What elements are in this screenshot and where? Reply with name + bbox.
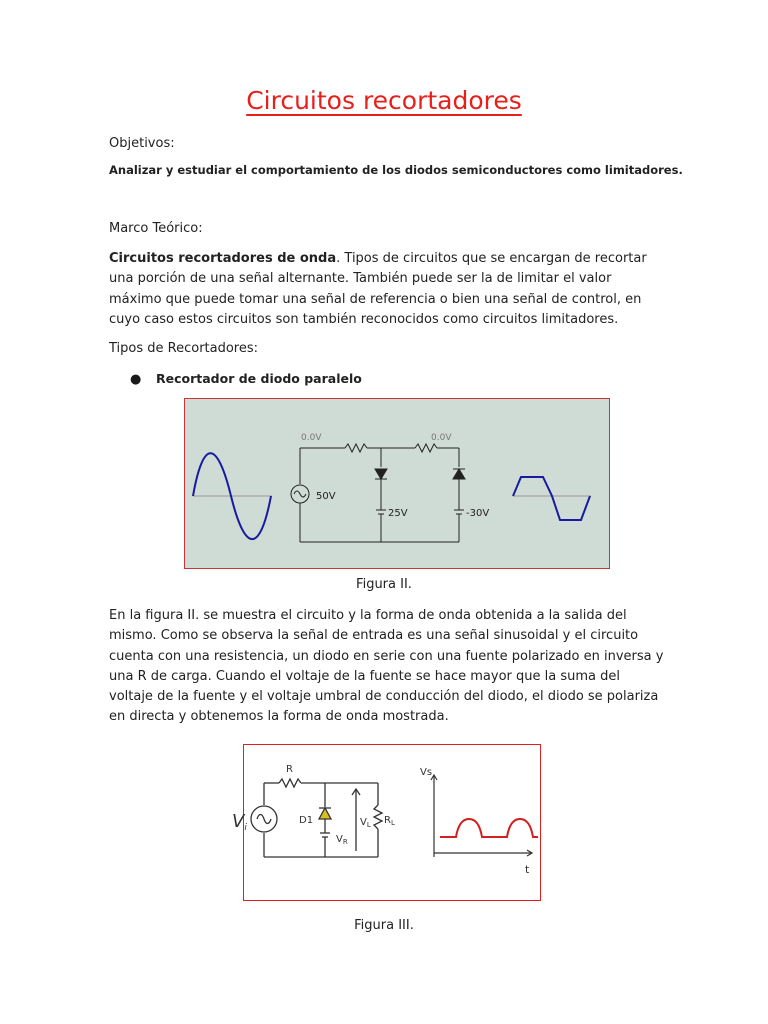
t-label: t — [525, 863, 530, 876]
vi-label: Vi — [232, 811, 247, 833]
resistor-label: R — [286, 764, 293, 775]
figure-3-image — [232, 744, 541, 901]
battery-label-2: -30V — [466, 508, 490, 519]
source-label: 50V — [316, 491, 336, 502]
battery-label-1: 25V — [388, 508, 408, 519]
bullet-item: Recortador de diodo paralelo — [156, 371, 362, 386]
figure-2-image — [184, 398, 610, 569]
marco-lead-bold: Circuitos recortadores de onda — [109, 251, 337, 266]
marco-paragraph — [109, 249, 664, 330]
marco-lead-rest: . Tipos de circuitos que se encargan de recortar una porción de una señal alternante. También puede ser la de limitar el valor máximo que puede tomar una señal de referencia o bien una señal de control, en cuyo caso estos circuitos son también reconocidos como circuitos limitadores. — [109, 251, 647, 327]
vr-label: $V_R$ — [336, 834, 348, 846]
tipos-heading: Tipos de Recortadores: — [109, 341, 259, 356]
page-title: Circuitos recortadores — [246, 86, 522, 115]
rl-label: $R_L$ — [384, 815, 395, 827]
figure-2-caption: Figura II. — [356, 577, 412, 592]
voltage-label-right: 0.0V — [431, 433, 452, 443]
bullet-icon: ● — [130, 372, 142, 387]
marco-heading: Marco Teórico: — [109, 221, 203, 236]
objetivos-text: Analizar y estudiar el comportamiento de los diodos semiconductores como limitadores. — [109, 163, 683, 177]
objetivos-heading: Objetivos: — [109, 136, 175, 151]
voltage-label-left: 0.0V — [301, 433, 322, 443]
diode-label: D1 — [299, 815, 314, 826]
vl-label: $V_L$ — [360, 817, 371, 829]
description-paragraph: En la figura II. se muestra el circuito y la forma de onda obtenida a la salida del mismo. Como se observa la señal de entrada es una señal sinusoidal y el circuito cuenta con una resistencia, un diodo en serie con una fuente polarizado en inversa y una R de carga. Cuando el voltaje de la fuente se hace mayor que la suma del voltaje de la fuente y el voltaje umbral de conducción del diodo, el diodo se polariza en directa y obtenemos la forma de onda mostrada. — [109, 608, 664, 725]
vs-label: Vs — [420, 767, 433, 778]
figure-3-caption: Figura III. — [354, 918, 414, 933]
